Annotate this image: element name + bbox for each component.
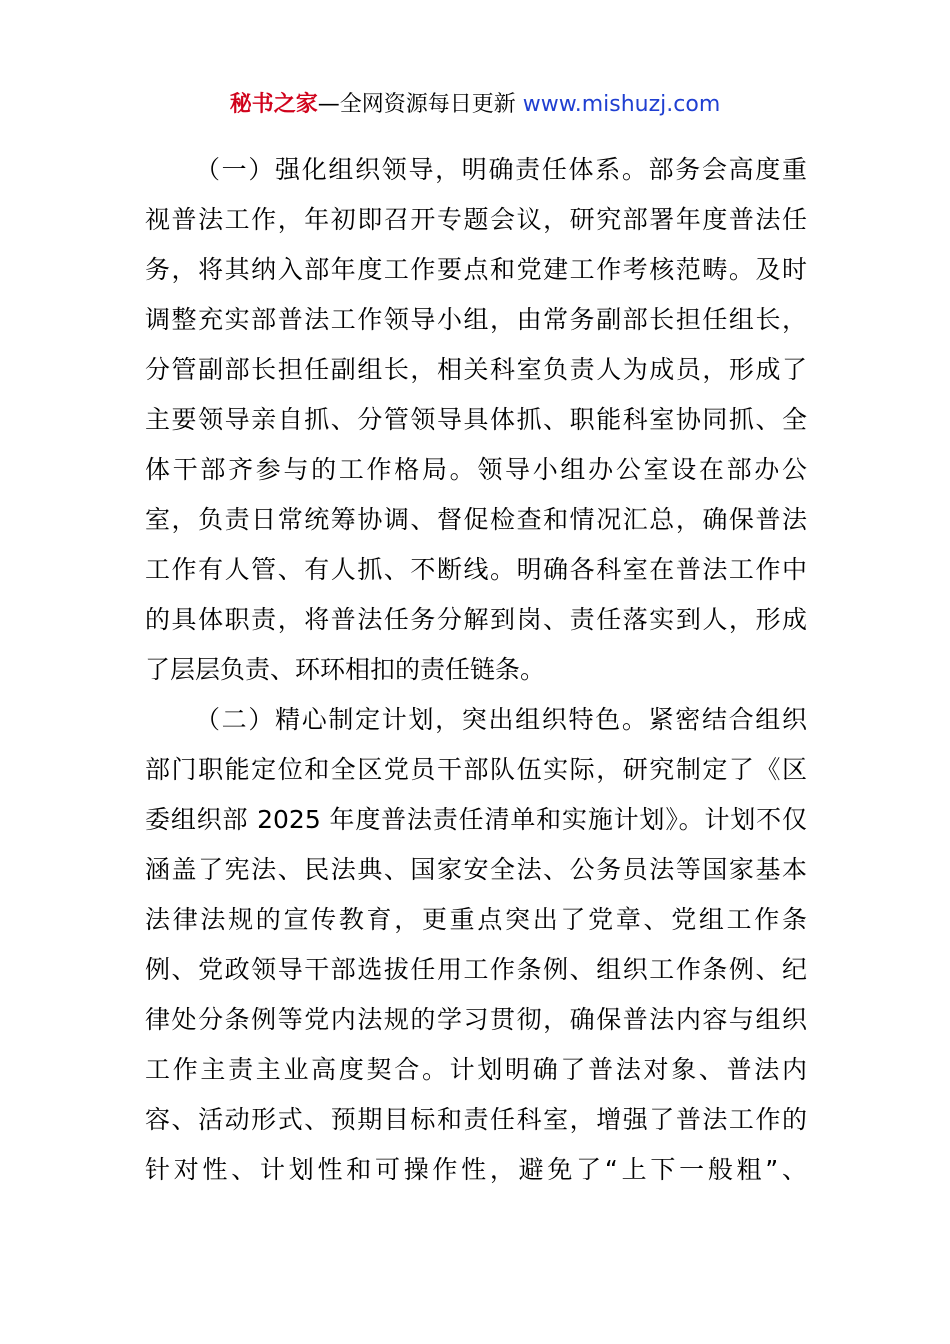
site-url[interactable]: www.mishuzj.com [522, 92, 721, 117]
text-line: 的具体职责，将普法任务分解到岗、责任落实到人，形成 [145, 605, 807, 634]
text-line: 体干部齐参与的工作格局。领导小组办公室设在部办公 [145, 455, 807, 484]
text-line: 工作有人管、有人抓、不断线。明确各科室在普法工作中 [145, 555, 807, 584]
watermark-header [0, 88, 950, 122]
text-line: 工作主责主业高度契合。计划明确了普法对象、普法内 [145, 1055, 807, 1084]
text-line: 务，将其纳入部年度工作要点和党建工作考核范畴。及时 [145, 255, 807, 284]
text-line: （一）强化组织领导，明确责任体系。部务会高度重 [195, 155, 807, 184]
text-line: 针对性、计划性和可操作性，避免了“上下一般粗”、 [145, 1155, 807, 1184]
text-line: 例、党政领导干部选拔任用工作条例、组织工作条例、纪 [145, 955, 807, 984]
text-line: 法律法规的宣传教育，更重点突出了党章、党组工作条 [145, 905, 807, 934]
brand-name: 秘书之家 [229, 92, 318, 117]
text-line: 律处分条例等党内法规的学习贯彻，确保普法内容与组织 [145, 1005, 807, 1034]
text-line: 调整充实部普法工作领导小组，由常务副部长担任组长， [145, 305, 807, 334]
text-line: 委组织部 2025 年度普法责任清单和实施计划》。计划不仅 [145, 805, 807, 834]
text-line: （二）精心制定计划，突出组织特色。紧密结合组织 [195, 705, 807, 734]
text-line: 主要领导亲自抓、分管领导具体抓、职能科室协同抓、全 [145, 405, 807, 434]
text-line: 部门职能定位和全区党员干部队伍实际，研究制定了《区 [145, 755, 807, 784]
text-line: 涵盖了宪法、民法典、国家安全法、公务员法等国家基本 [145, 855, 807, 884]
text-line: 了层层负责、环环相扣的责任链条。 [145, 655, 546, 684]
text-line: 室，负责日常统筹协调、督促检查和情况汇总，确保普法 [145, 505, 807, 534]
header-tagline: —全网资源每日更新 [317, 92, 523, 117]
text-line: 容、活动形式、预期目标和责任科室，增强了普法工作的 [145, 1105, 807, 1134]
text-line: 视普法工作，年初即召开专题会议，研究部署年度普法任 [145, 205, 807, 234]
text-line: 分管副部长担任副组长，相关科室负责人为成员，形成了 [145, 355, 807, 384]
